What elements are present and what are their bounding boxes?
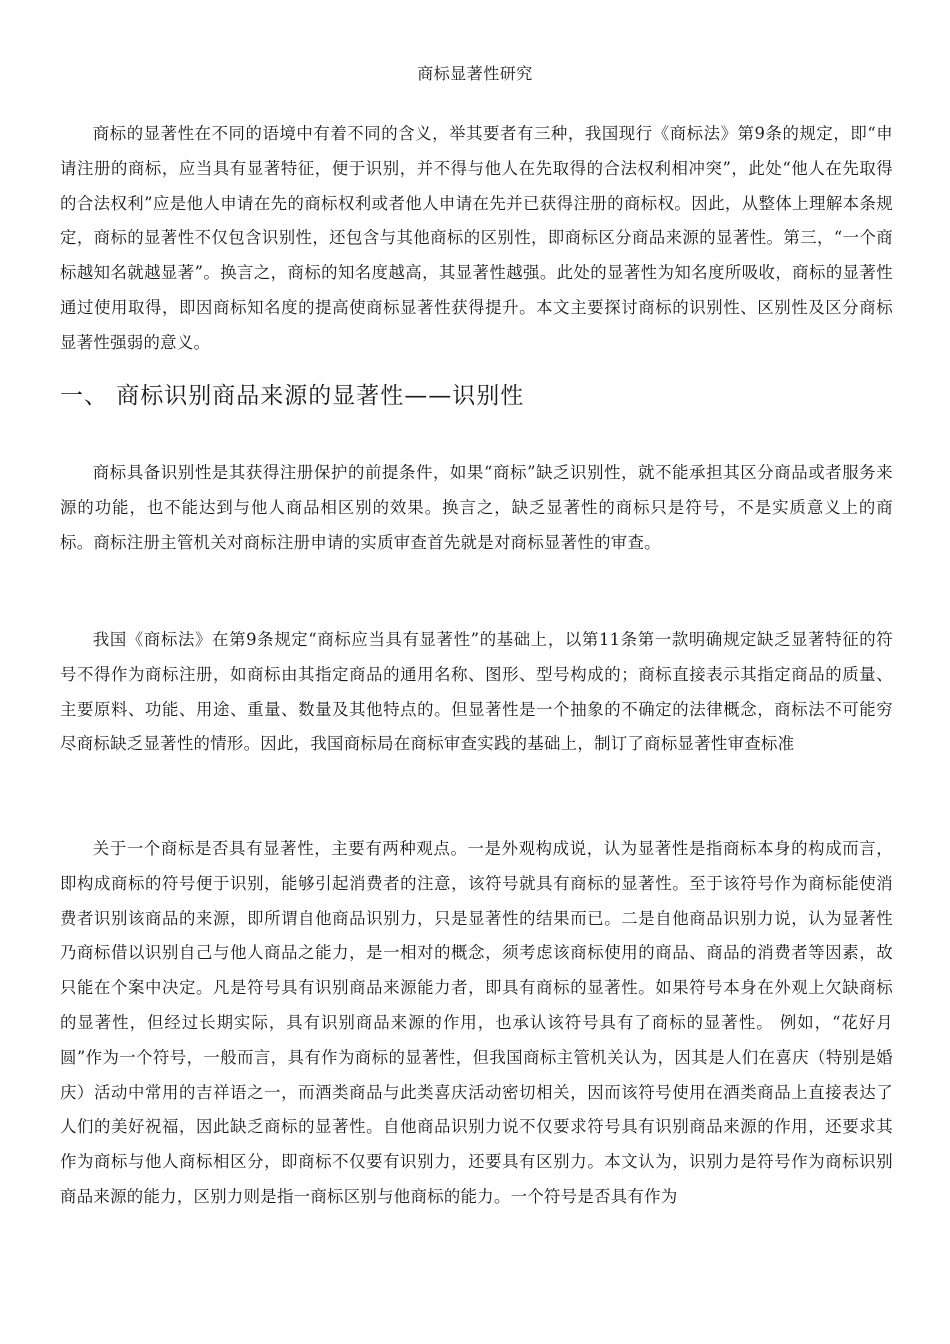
body-paragraph: 我国《商标法》在第9条规定“商标应当具有显著性”的基础上，以第11条第一款明确规定缺乏显著特征的符号不得作为商标注册，如商标由其指定商品的通用名称、图形、型号构成的；商标直接表示其指定商品的质量、主要原料、功能、用途、重量、数量及其他特点的。但显著性是一个抽象的不确定的法律概念，商标法不可能穷尽商标缺乏显著性的情形。因此，我国商标局在商标审查实践的基础上，制订了商标显著性审查标准 — [60, 630, 893, 754]
intro-paragraph: 商标的显著性在不同的语境中有着不同的含义，举其要者有三种，我国现行《商标法》第9条的规定，即“申请注册的商标，应当具有显著特征，便于识别，并不得与他人在先取得的合法权利相冲突”，此处“他人在先取得的合法权利”应是他人申请在先的商标权利或者他人申请在先并已获得注册的商标权。因此，从整体上理解本条规定，商标的显著性不仅包含识别性，还包含与其他商标的区别性，即商标区分商品来源的显著性。第三，“一个商标越知名就越显著”。换言之，商标的知名度越高，其显著性越强。此处的显著性为知名度所吸收，商标的显著性通过使用取得，即因商标知名度的提高使商标显著性获得提升。本文主要探讨商标的识别性、区别性及区分商标显著性强弱的意义。 — [60, 124, 893, 352]
body-paragraph: 商标具备识别性是其获得注册保护的前提条件，如果“商标”缺乏识别性，就不能承担其区分商品或者服务来源的功能，也不能达到与他人商品相区别的效果。换言之，缺乏显著性的商标只是符号，不是实质意义上的商标。商标注册主管机关对商标注册申请的实质审查首先就是对商标显著性的审查。 — [60, 463, 893, 552]
document-title: 商标显著性研究 — [417, 64, 533, 83]
body-paragraph: 关于一个商标是否具有显著性，主要有两种观点。一是外观构成说，认为显著性是指商标本身的构成而言，即构成商标的符号便于识别，能够引起消费者的注意，该符号就具有商标的显著性。至于该符号作为商标能使消费者识别该商品的来源，即所谓自他商品识别力，只是显著性的结果而已。二是自他商品识别力说，认为显著性乃商标借以识别自己与他人商品之能力，是一相对的概念，须考虑该商标使用的商品、商品的消费者等因素，故只能在个案中决定。凡是符号具有识别商品来源能力者，即具有商标的显著性。如果符号本身在外观上欠缺商标的显著性，但经过长期实际，具有识别商品来源的作用，也承认该符号具有了商标的显著性。 例如，“花好月圆”作为一个符号，一般而言，具有作为商标的显著性，但我国商标主管机关认为，因其是人们在喜庆（特别是婚庆）活动中常用的吉祥语之一，而酒类商品与此类喜庆活动密切相关，因而该符号使用在酒类商品上直接表达了人们的美好祝福，因此缺乏商标的显著性。自他商品识别力说不仅要求符号具有识别商品来源的作用，还要求其作为商标与他人商标相区分，即商标不仅要有识别力，还要具有区别力。本文认为，识别力是符号作为商标识别商品来源的能力，区别力则是指一商标区别与他商标的能力。一个符号是否具有作为 — [60, 839, 893, 1206]
section-heading: 一、 商标识别商品来源的显著性——识别性 — [60, 383, 525, 409]
